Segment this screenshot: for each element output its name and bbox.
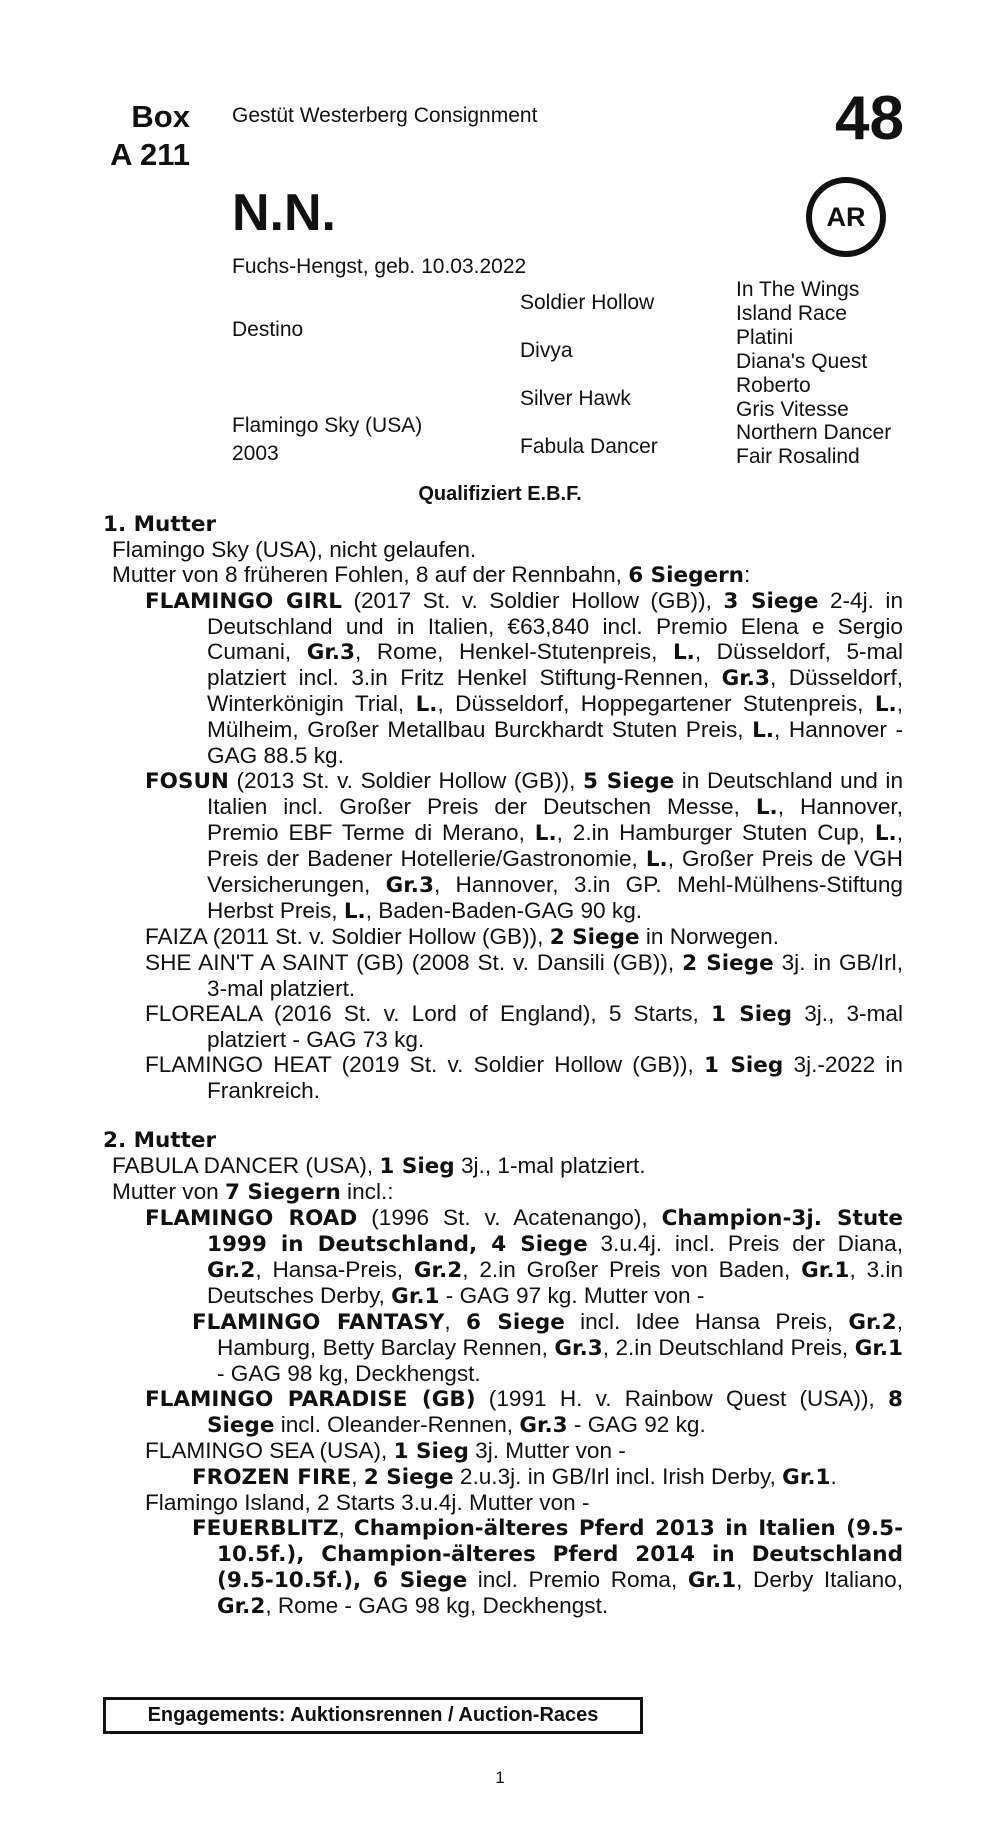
- ar-badge-text: AR: [826, 201, 866, 232]
- produce-entry: SHE AIN'T A SAINT (GB) (2008 St. v. Dansili (GB)), 2 Siege 3j. in GB/Irl, 3-mal platziert.: [145, 950, 903, 1001]
- catalogue-body: [103, 512, 903, 1619]
- page-number: 1: [495, 1768, 505, 1787]
- ar-badge: [806, 177, 886, 257]
- pedigree-dam-year: 2003: [232, 442, 279, 465]
- produce-entry: FLAMINGO GIRL (2017 St. v. Soldier Hollow (GB)), 3 Siege 2-4j. in Deutschland und in Italien, €63,840 incl. Premio Elena e Sergio Cumani, Gr.3, Rome, Henkel-Stutenpreis, L., Düsseldorf, 5-mal platziert incl. 3.in Fritz Henkel Stiftung-Rennen, Gr.3, Düsseldorf, Winterkönigin Trial, L., Düsseldorf, Hoppegartener Stutenpreis, L., Mülheim, Großer Metallbau Burckhardt Stuten Preis, L., Hannover - GAG 88.5 kg.: [145, 588, 904, 768]
- second-dam-line: FABULA DANCER (USA), 1 Sieg 3j., 1-mal platziert.: [112, 1153, 646, 1179]
- produce-entry: FLAMINGO FANTASY, 6 Siege incl. Idee Hansa Preis, Gr.2, Hamburg, Betty Barclay Rennen, Gr.3, 2.in Deutschland Preis, Gr.1 - GAG 98 kg, Deckhengst.: [192, 1309, 904, 1386]
- pedigree-g3-name: Fair Rosalind: [736, 445, 860, 469]
- first-dam-heading: 1. Mutter: [103, 512, 217, 537]
- pedigree-dam: Flamingo Sky (USA): [232, 414, 423, 437]
- pedigree-dam-dam: Fabula Dancer: [520, 435, 658, 458]
- engagements-box: [103, 1697, 643, 1734]
- horse-name: N.N.: [232, 184, 336, 242]
- pedigree-g3-name: Gris Vitesse: [736, 397, 849, 421]
- produce-entry: FROZEN FIRE, 2 Siege 2.u.3j. in GB/Irl incl. Irish Derby, Gr.1.: [192, 1464, 837, 1490]
- pedigree-g3-name: In The Wings: [736, 278, 860, 301]
- pedigree-sire: Destino: [232, 318, 304, 341]
- pedigree-g3-name: Roberto: [736, 373, 811, 397]
- sex-dob: Fuchs-Hengst, geb. 10.03.2022: [232, 255, 527, 278]
- produce-entry: FEUERBLITZ, Champion-älteres Pferd 2013 in Italien (9.5-10.5f.), Champion-älteres Pferd 2014 in Deutschland (9.5-10.5f.), 6 Siege incl. Premio Roma, Gr.1, Derby Italiano, Gr.2, Rome - GAG 98 kg, Deckhengst.: [192, 1515, 904, 1619]
- box-label: Box: [131, 99, 190, 134]
- pedigree-g3-name: Diana's Quest: [736, 349, 868, 373]
- pedigree-g3-name: Island Race: [736, 301, 847, 325]
- pedigree-g3-name: Platini: [736, 325, 794, 349]
- pedigree-sire-dam: Divya: [520, 339, 573, 362]
- pedigree-third-generation: [736, 278, 891, 469]
- produce-entry: FLAMINGO PARADISE (GB) (1991 H. v. Rainbow Quest (USA)), 8 Siege incl. Oleander-Rennen, Gr.3 - GAG 92 kg.: [145, 1386, 903, 1438]
- produce-entry: FOSUN (2013 St. v. Soldier Hollow (GB)), 5 Siege in Deutschland und in Italien incl. Großer Preis der Deutschen Messe, L., Hannover, Premio EBF Terme di Merano, L., 2.in Hamburger Stuten Cup, L., Preis der Badener Hotellerie/Gastronomie, L., Großer Preis de VGH Versicherungen, Gr.3, Hannover, 3.in GP. Mehl-Mülhens-Stiftung Herbst Preis, L., Baden-Baden-GAG 90 kg.: [145, 768, 904, 924]
- engagements-text: Engagements: Auktionsrennen / Auction-Races: [147, 1704, 599, 1726]
- produce-entry: FLAMINGO ROAD (1996 St. v. Acatenango), Champion-3j. Stute 1999 in Deutschland, 4 Siege 3.u.4j. incl. Preis der Diana, Gr.2, Hansa-Preis, Gr.2, 2.in Großer Preis von Baden, Gr.1, 3.in Deutsches Derby, Gr.1 - GAG 97 kg. Mutter von -: [145, 1205, 904, 1309]
- lot-number: 48: [835, 84, 904, 153]
- second-dam-heading: 2. Mutter: [103, 1128, 217, 1153]
- box-number: A 211: [110, 137, 190, 172]
- pedigree-sire-sire: Soldier Hollow: [520, 291, 655, 314]
- second-dam-produce-summary: Mutter von 7 Siegern incl.:: [112, 1179, 394, 1205]
- produce-entry: FLAMINGO HEAT (2019 St. v. Soldier Hollow (GB)), 1 Sieg 3j.-2022 in Frankreich.: [145, 1052, 903, 1103]
- qualification-note: Qualifiziert E.B.F.: [418, 483, 582, 505]
- produce-entry: FAIZA (2011 St. v. Soldier Hollow (GB)), 2 Siege in Norwegen.: [145, 924, 779, 950]
- first-dam-produce-summary: Mutter von 8 früheren Fohlen, 8 auf der Rennbahn, 6 Siegern:: [112, 562, 751, 588]
- consignor: Gestüt Westerberg Consignment: [232, 104, 538, 127]
- produce-entry: Flamingo Island, 2 Starts 3.u.4j. Mutter von -: [145, 1490, 590, 1515]
- produce-entry: FLOREALA (2016 St. v. Lord of England), 5 Starts, 1 Sieg 3j., 3-mal platziert - GAG 73 kg.: [145, 1001, 903, 1052]
- produce-entry: FLAMINGO SEA (USA), 1 Sieg 3j. Mutter von -: [145, 1438, 626, 1464]
- pedigree-dam-sire: Silver Hawk: [520, 387, 631, 410]
- pedigree-g3-name: Northern Dancer: [736, 421, 892, 445]
- first-dam-line: Flamingo Sky (USA), nicht gelaufen.: [112, 537, 477, 562]
